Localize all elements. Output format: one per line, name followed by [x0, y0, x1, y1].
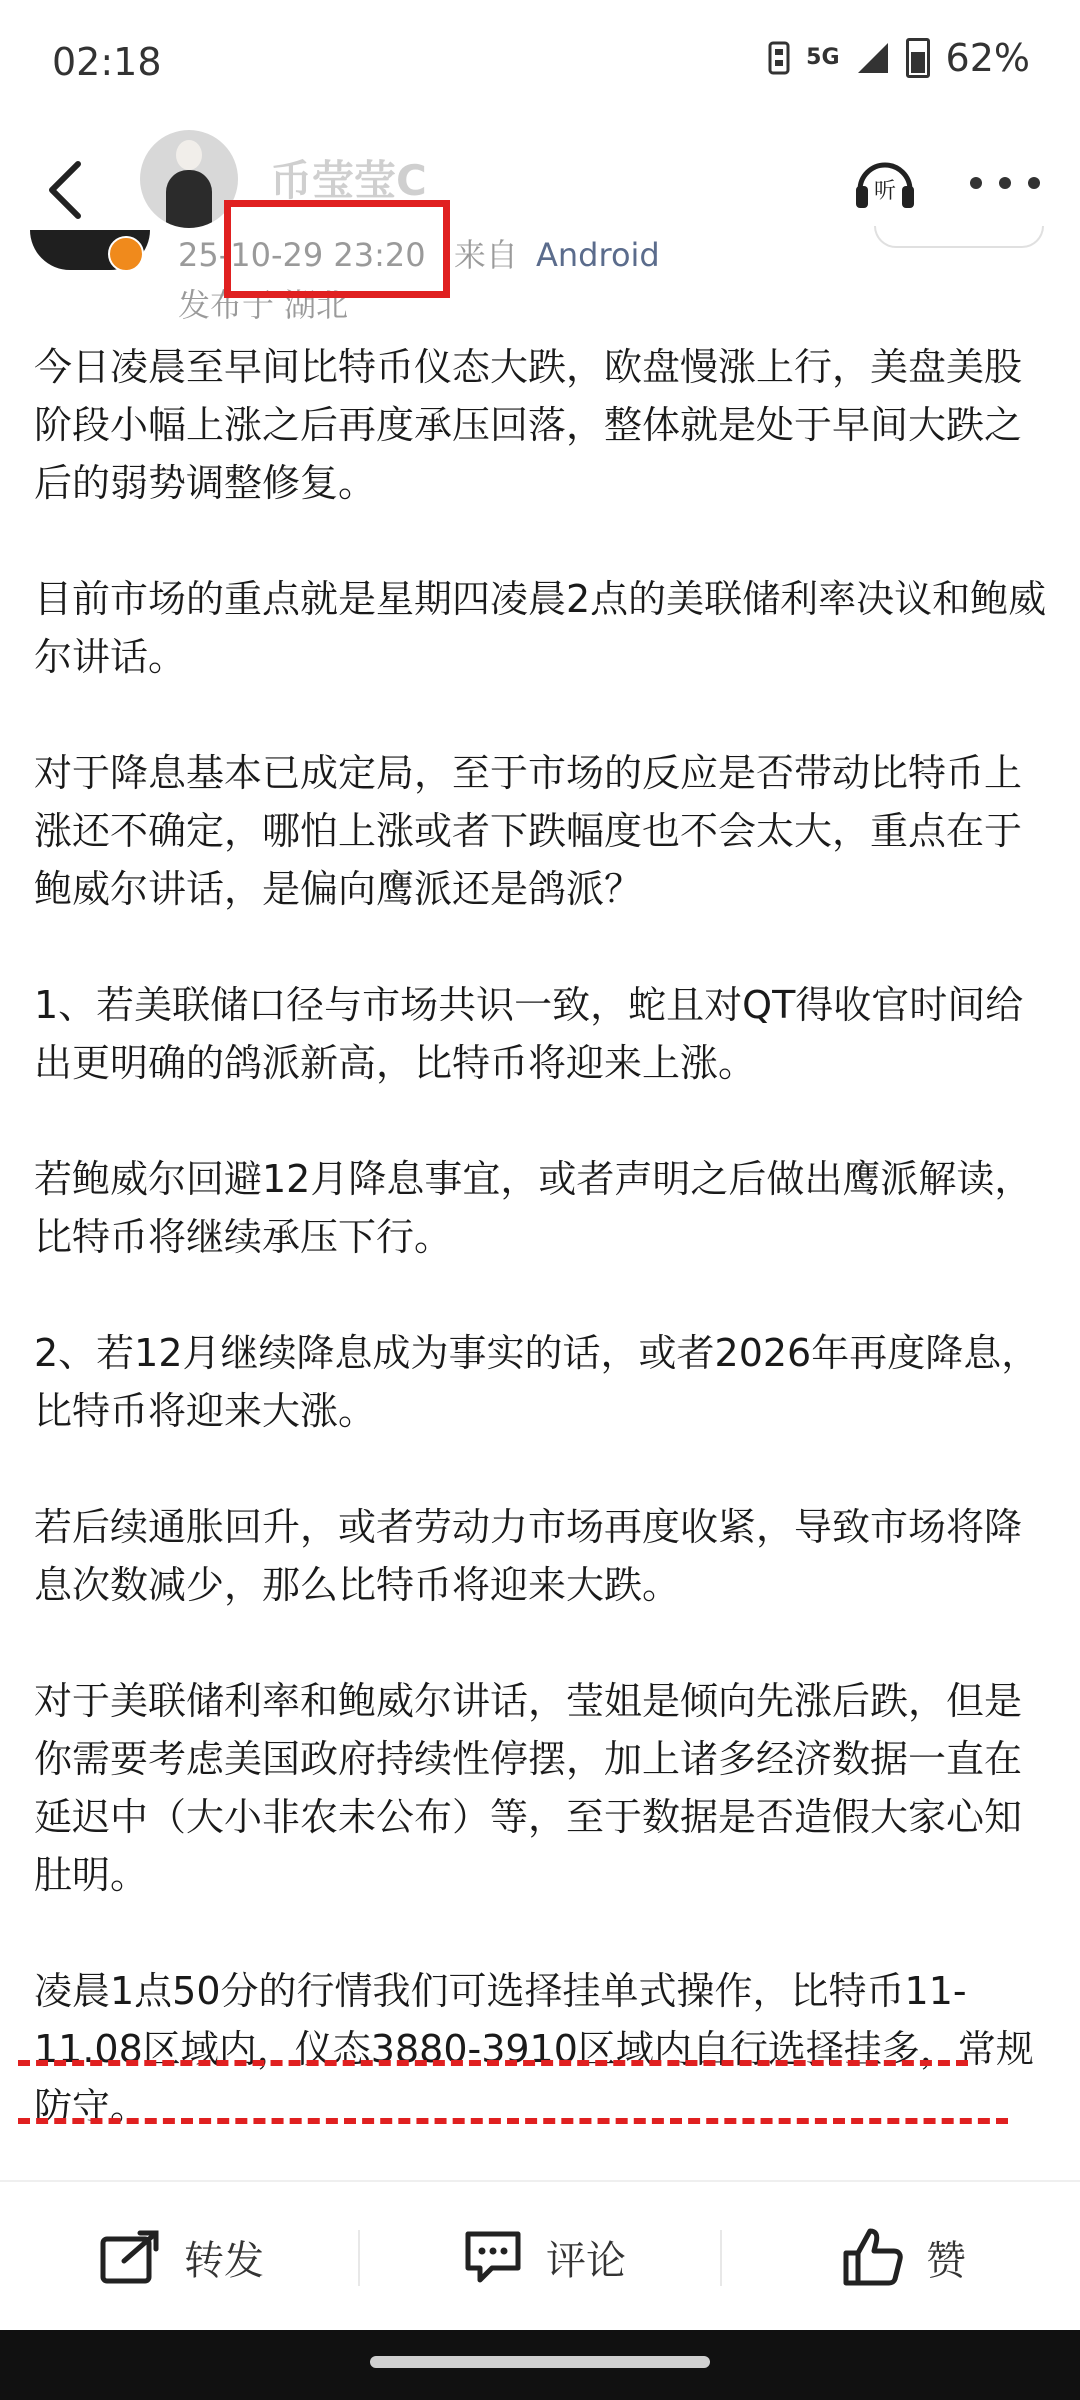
comment-icon [462, 2228, 524, 2286]
status-time: 02:18 [52, 40, 162, 84]
comment-label: 评论 [546, 2237, 626, 2284]
more-options-icon[interactable] [970, 148, 1040, 218]
paragraph: 凌晨1点50分的行情我们可选择挂单式操作，比特币11-11.08区域内，仪态3880-3910区域内自行选择挂多，常规防守。 [34, 1969, 1034, 2129]
dashed-underline [18, 2060, 968, 2066]
paragraph: 若鲍威尔回避12月降息事宜，或者声明之后做出鹰派解读，比特币将继续承压下行。 [34, 1157, 1033, 1259]
paragraph: 对于降息基本已成定局，至于市场的反应是否带动比特币上涨还不确定，哪怕上涨或者下跌幅度也不会太大，重点在于鲍威尔讲话，是偏向鹰派还是鸽派？ [34, 751, 1023, 911]
svg-text:听: 听 [873, 179, 897, 204]
paragraph: 对于美联储利率和鲍威尔讲话，莹姐是倾向先涨后跌，但是你需要考虑美国政府持续性停摆，加上诸多经济数据一直在延迟中（大小非农未公布）等，至于数据是否造假大家心知肚明。 [34, 1679, 1023, 1897]
avatar-body-shape [166, 170, 212, 228]
more-dot [999, 177, 1011, 189]
system-nav-bar [0, 2330, 1080, 2400]
verified-badge-icon [108, 236, 144, 272]
username[interactable]: 币莹莹C [270, 156, 427, 205]
follow-button[interactable] [874, 226, 1044, 248]
paragraph: 若后续通胀回升，或者劳动力市场再度收紧，导致市场将降息次数减少，那么比特币将迎来大跌。 [34, 1505, 1023, 1607]
like-label: 赞 [926, 2237, 966, 2284]
like-button[interactable] [842, 2182, 966, 2332]
footer-divider [358, 2230, 360, 2286]
status-bar [0, 0, 1080, 130]
more-dot [1028, 177, 1040, 189]
battery-level: 62% [945, 36, 1030, 80]
listen-icon[interactable] [850, 148, 920, 218]
signal-icon [856, 41, 890, 75]
back-arrow-icon[interactable] [30, 150, 110, 230]
post-source-prefix: 来自 [453, 236, 518, 274]
more-dot [970, 177, 982, 189]
repost-label: 转发 [184, 2237, 264, 2284]
home-indicator[interactable] [370, 2356, 710, 2368]
post-date: 25-10-29 23:20 [178, 236, 426, 274]
avatar-head-shape [176, 140, 202, 170]
paragraph: 今日凌晨至早间比特币仪态大跌，欧盘慢涨上行，美盘美股阶段小幅上涨之后再度承压回落，整体就是处于早间大跌之后的弱势调整修复。 [34, 345, 1023, 505]
post-location: 发布于 湖北 [178, 286, 349, 324]
footer-divider [720, 2230, 722, 2286]
dashed-underline [18, 2118, 1008, 2124]
status-icons [768, 36, 1030, 80]
network-type: 5G [806, 45, 840, 70]
paragraph: 1、若美联储口径与市场共识一致，蛇且对QT得收官时间给出更明确的鸽派新高，比特币将迎来上涨。 [34, 983, 1024, 1085]
thumbs-up-icon [842, 2227, 904, 2287]
post-body [34, 338, 1054, 2136]
battery-icon [906, 38, 930, 78]
repost-icon [100, 2229, 162, 2285]
nfc-icon [768, 41, 790, 75]
paragraph: 目前市场的重点就是星期四凌晨2点的美联储利率决议和鲍威尔讲话。 [34, 577, 1047, 679]
comment-button[interactable] [462, 2182, 626, 2332]
paragraph: 2、若12月继续降息成为事实的话，或者2026年再度降息，比特币将迎来大涨。 [34, 1331, 1040, 1433]
repost-button[interactable] [100, 2182, 264, 2332]
post-source[interactable]: Android [536, 236, 660, 274]
highlight-box [224, 200, 450, 298]
action-bar [0, 2180, 1080, 2332]
